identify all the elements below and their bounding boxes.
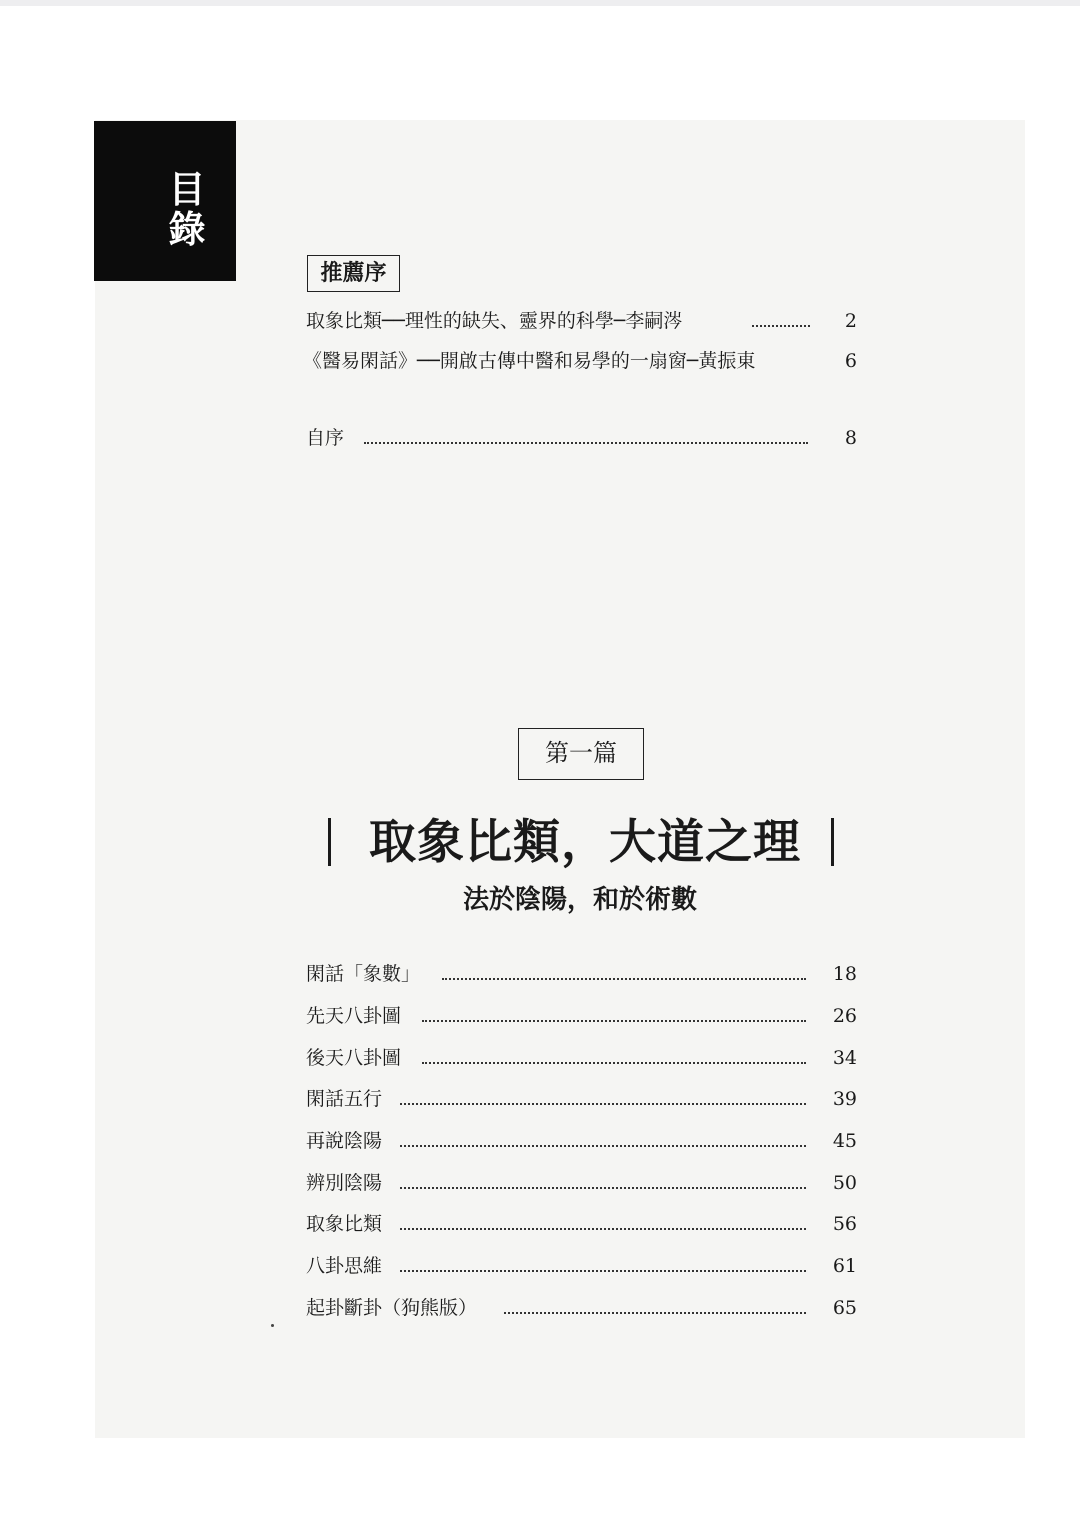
toc-entry[interactable] <box>303 346 859 376</box>
print-speck <box>271 1324 274 1327</box>
toc-leader-dots <box>442 978 806 980</box>
toc-entry[interactable] <box>306 1084 859 1114</box>
toc-entry-title: 後天八卦圖 <box>306 1047 402 1069</box>
toc-entry-title: 再說陰陽 <box>306 1130 383 1152</box>
toc-leader-dots <box>504 1312 806 1314</box>
toc-entry[interactable] <box>306 423 859 453</box>
toc-leader-dots <box>400 1103 806 1105</box>
toc-entry-page: 61 <box>832 1255 857 1277</box>
contents-tab-char-1: 目 <box>168 167 206 211</box>
toc-entry-page: 2 <box>844 310 857 332</box>
toc-entry-page: 45 <box>832 1130 857 1152</box>
toc-entry-title: 八卦思維 <box>306 1255 383 1277</box>
part-label: 第一篇 <box>518 728 644 780</box>
toc-entry[interactable] <box>306 1126 859 1156</box>
toc-entry-page: 26 <box>832 1005 857 1027</box>
toc-entry-page: 34 <box>832 1047 857 1069</box>
toc-entry-page: 18 <box>832 963 857 985</box>
contents-tab-char-2: 錄 <box>168 207 206 251</box>
toc-leader-dots <box>400 1187 806 1189</box>
toc-entry-page: 39 <box>832 1088 857 1110</box>
toc-entry[interactable] <box>306 959 859 989</box>
toc-entry-page: 56 <box>832 1213 857 1235</box>
toc-entry-title: 閑話五行 <box>306 1088 383 1110</box>
toc-entry[interactable] <box>306 1043 859 1073</box>
toc-entry[interactable] <box>306 1001 859 1031</box>
toc-leader-dots <box>752 325 810 327</box>
toc-leader-dots <box>400 1228 806 1230</box>
toc-entry-page: 8 <box>844 427 857 449</box>
top-edge <box>0 0 1080 6</box>
part-title: 取象比類，大道之理 <box>369 815 801 870</box>
part-subtitle: 法於陰陽，和於術數 <box>462 885 697 915</box>
toc-entry-page: 65 <box>832 1297 857 1319</box>
toc-leader-dots <box>364 442 808 444</box>
title-bar-right <box>831 818 834 866</box>
toc-entry[interactable] <box>306 1209 859 1239</box>
toc-leader-dots <box>422 1020 806 1022</box>
toc-entry-title: 辨別陰陽 <box>306 1172 383 1194</box>
contents-tab-label <box>167 169 207 249</box>
toc-entry[interactable] <box>306 1293 859 1323</box>
toc-entry-title: 取象比類 <box>306 1213 383 1235</box>
toc-leader-dots <box>422 1062 806 1064</box>
toc-entry[interactable] <box>306 306 859 336</box>
toc-entry-page: 6 <box>844 350 857 372</box>
toc-entry-title: 《醫易閑話》──開啟古傳中醫和易學的一扇窗─黃振東 <box>303 350 756 372</box>
contents-tab <box>94 121 236 281</box>
toc-entry[interactable] <box>306 1251 859 1281</box>
preface-heading: 推薦序 <box>307 255 400 292</box>
toc-entry-title: 起卦斷卦（狗熊版） <box>306 1297 478 1319</box>
toc-entry-page: 50 <box>832 1172 857 1194</box>
toc-entry[interactable] <box>306 1168 859 1198</box>
toc-entry-title: 閑話「象數」 <box>306 963 421 985</box>
toc-entry-title: 取象比類──理性的缺失、靈界的科學─李嗣涔 <box>306 310 683 332</box>
toc-entry-title: 先天八卦圖 <box>306 1005 402 1027</box>
toc-leader-dots <box>400 1270 806 1272</box>
toc-entry-title: 自序 <box>306 427 345 449</box>
toc-leader-dots <box>400 1145 806 1147</box>
